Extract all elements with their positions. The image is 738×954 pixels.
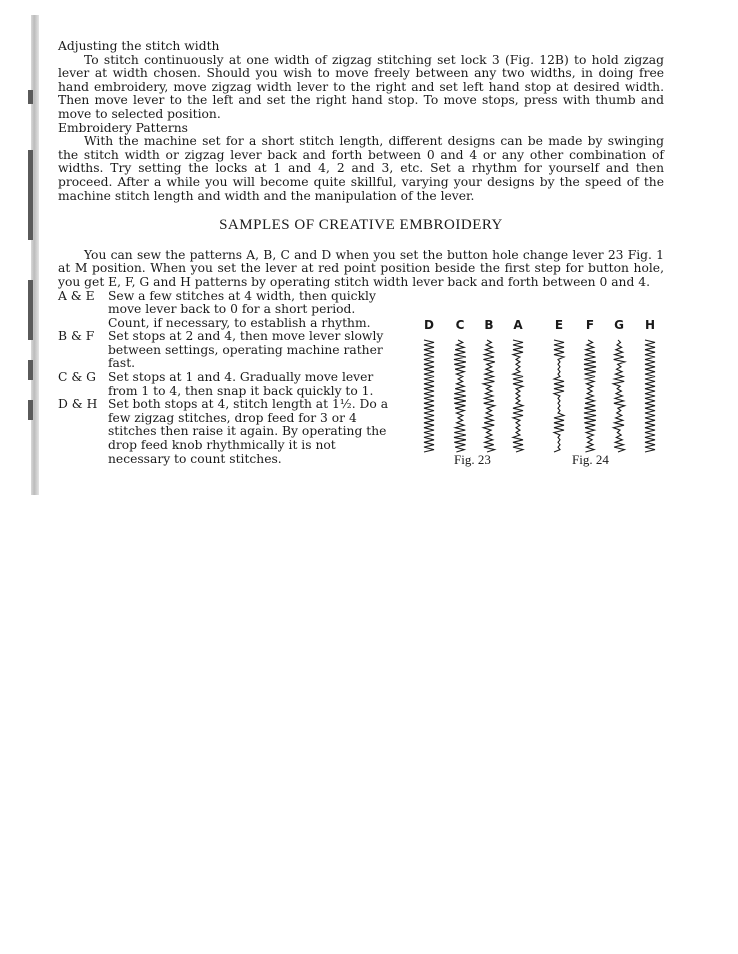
fig23-letter: C [455,318,465,332]
embroidery-heading: Embroidery Patterns [58,120,188,135]
step-text: Sew a few stitches at 4 width, then quickly move lever back to 0 for a short period. Count, if necessary, to establish a rhythm. [108,288,376,330]
step-key: C & G [58,370,96,385]
fig24-letter: H [644,318,656,332]
step-key: D & H [58,397,98,412]
embroidery-body: With the machine set for a short stitch length, different designs can be made by swinging the stitch width or zigzag lever back and forth between 0 and 4 or any other combination of widths. Try setting the locks at 1 and 4, 2 and 3, etc. Set a rhythm for yourself and then proceed. After a while you will become quite skillful, varying your designs by the speed of the machine stitch length and width and the manipulation of the lever. [58,134,664,203]
binding-mark [28,150,33,240]
step-key: A & E [58,288,95,303]
stitch-column [645,340,655,452]
fig23-letter: A [513,318,523,332]
step-text: Set stops at 2 and 4, then move lever slowly between settings, operating machine rather fast. [108,329,384,371]
binding-mark [28,400,33,420]
fig24-letter: G [614,318,624,332]
fig24-letter: F [585,318,595,332]
fig23-caption: Fig. 23 [454,452,491,467]
step-list [58,290,392,467]
fig23-letter: D [424,318,434,332]
adjusting-body: To stitch continuously at one width of zigzag stitching set lock 3 (Fig. 12B) to hold zigzag lever at width chosen. Should you wish to move freely between any two widths, in doing free hand embroidery, move zigzag width lever to the right and set left hand stop at desired width. Then move lever to the left and set the right hand stop. To move stops, press with thumb and move to selected position. [58,52,664,121]
step-item [58,290,392,331]
stitch-column [454,340,466,452]
stitch-column [613,340,625,452]
fig24-letter: E [554,318,564,332]
samples-intro: You can sew the patterns A, B, C and D when you set the button hole change lever 23 Fig. 1 at M position. When you set the lever at red point position beside the first step for button hole, you get E, F, G and H patterns by operating stitch width lever back and forth between 0 and 4. [58,247,664,289]
fig24-caption: Fig. 24 [572,452,609,467]
stitch-column [584,340,596,452]
binding-mark [28,360,33,380]
adjusting-heading: Adjusting the stitch width [58,39,220,53]
stitch-column [424,340,434,452]
stitch-samples-drawing [418,338,668,458]
step-item [58,398,392,466]
binding-mark [28,280,33,340]
step-item [58,371,392,398]
fig23-letter: B [484,318,494,332]
stitch-column [513,340,523,452]
step-item [58,330,392,371]
section-title: SAMPLES OF CREATIVE EMBROIDERY [219,217,503,234]
stitch-column [483,340,495,452]
binding-edge [31,15,39,495]
step-key: B & F [58,329,95,344]
step-text: Set both stops at 4, stitch length at 1½. Do a few zigzag stitches, drop feed for 3 or 4 stitches then raise it again. By operating the drop feed knob rhythmically it is not necessary to count stitches. [108,397,389,466]
stitch-column [554,340,564,452]
stitch-figures [418,318,668,518]
binding-mark [28,90,33,104]
step-text: Set stops at 1 and 4. Gradually move lever from 1 to 4, then snap it back quickly to 1. [108,370,374,398]
